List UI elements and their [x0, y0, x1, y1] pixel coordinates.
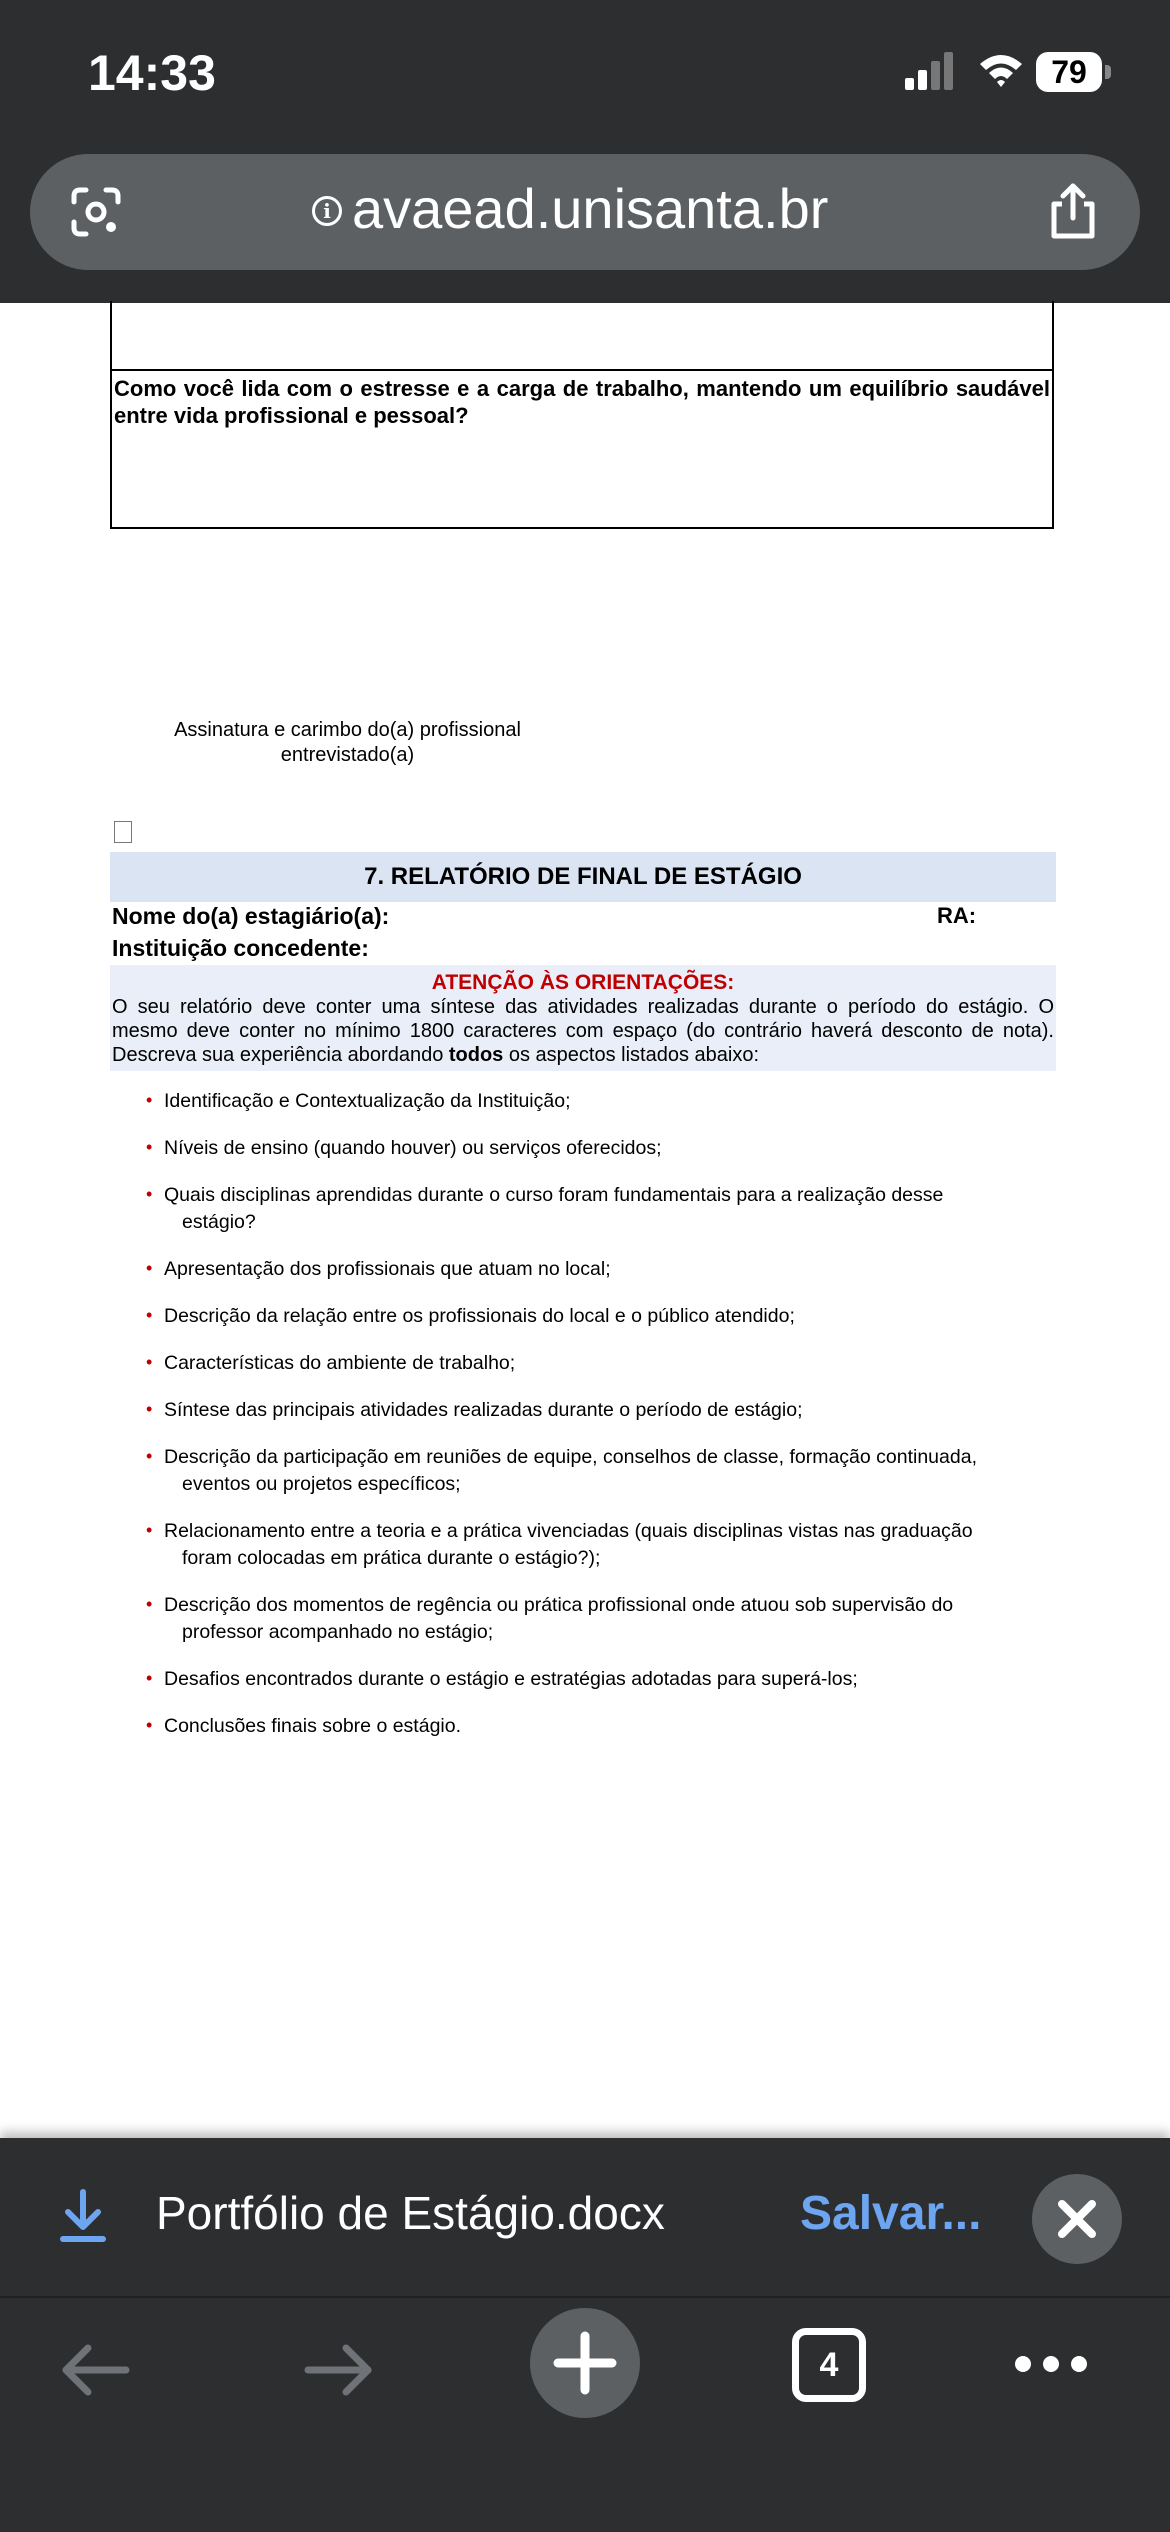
attention-box: [110, 965, 1056, 1071]
browser-top-bar: [0, 0, 1170, 303]
list-item: [146, 1088, 1026, 1115]
bullet-icon: •: [146, 1399, 153, 1419]
address-bar[interactable]: [30, 154, 1140, 270]
list-item: [146, 1518, 1026, 1572]
battery-level: 79: [1051, 54, 1087, 90]
bullet-icon: •: [146, 1520, 153, 1540]
list-item-line1: Apresentação dos profissionais que atuam no local;: [164, 1258, 611, 1280]
list-item-line1: Identificação e Contextualização da Instituição;: [164, 1090, 571, 1112]
bullet-icon: •: [146, 1446, 153, 1466]
list-item-line1: Descrição dos momentos de regência ou prática profissional onde atuou sob supervisão do: [164, 1594, 954, 1616]
guidelines-list: [146, 1088, 1026, 1760]
wifi-icon: [978, 50, 1024, 90]
forward-arrow-icon[interactable]: [302, 2340, 376, 2400]
bullet-icon: •: [146, 1137, 153, 1157]
signature-caption: [160, 718, 535, 768]
list-item-line1: Conclusões finais sobre o estágio.: [164, 1715, 462, 1737]
list-item-line2: professor acompanhado no estágio;: [182, 1621, 494, 1643]
back-arrow-icon[interactable]: [58, 2340, 132, 2400]
list-item-line1: Síntese das principais atividades realizadas durante o período de estágio;: [164, 1399, 803, 1421]
list-item: [146, 1350, 1026, 1377]
question-text: Como você lida com o estresse e a carga de trabalho, mantendo um equilíbrio saudável entre vida profissional e pessoal?: [114, 376, 1050, 428]
list-item: [146, 1592, 1026, 1646]
url-text[interactable]: avaead.unisanta.br: [352, 177, 829, 240]
more-options-icon[interactable]: [1014, 2354, 1088, 2374]
institution-label: Instituição concedente:: [112, 935, 369, 961]
intern-name-label: Nome do(a) estagiário(a):: [112, 903, 390, 929]
ra-label: RA:: [937, 903, 977, 928]
list-item-line2: eventos ou projetos específicos;: [182, 1473, 461, 1495]
close-download-button[interactable]: [1032, 2174, 1122, 2264]
list-item: [146, 1397, 1026, 1424]
tab-switcher-button[interactable]: 4: [792, 2328, 866, 2402]
attention-title: ATENÇÃO ÀS ORIENTAÇÕES:: [431, 971, 735, 994]
bullet-icon: •: [146, 1715, 153, 1735]
list-item-line1: Desafios encontrados durante o estágio e estratégias adotadas para superá-los;: [164, 1668, 858, 1690]
list-item-line1: Quais disciplinas aprendidas durante o curso foram fundamentais para a realização desse: [164, 1184, 944, 1206]
site-info-icon[interactable]: i: [312, 196, 342, 226]
list-item: [146, 1444, 1026, 1498]
list-item-line1: Níveis de ensino (quando houver) ou serviços oferecidos;: [164, 1137, 662, 1159]
bullet-icon: •: [146, 1305, 153, 1325]
attention-text: [112, 995, 1054, 1067]
close-icon: [1032, 2174, 1122, 2264]
attention-text-bold: todos: [448, 1044, 504, 1066]
attention-text-part2: os aspectos listados abaixo:: [503, 1044, 760, 1066]
attention-text-part1: O seu relatório deve conter uma síntese das atividades realizadas durante o período do estágio. O mesmo deve conter no mínimo 1800 caracteres com espaço (do contrário haverá desconto de nota). Descreva sua experiência abordando: [112, 996, 1054, 1066]
list-item-line1: Características do ambiente de trabalho;: [164, 1352, 516, 1374]
list-item: [146, 1182, 1026, 1236]
document-page[interactable]: [0, 303, 1170, 2138]
bottom-toolbar: [0, 2298, 1170, 2532]
checkbox[interactable]: [114, 821, 132, 843]
question-box: [110, 369, 1054, 529]
battery-indicator: [1036, 52, 1112, 92]
plus-icon: [530, 2308, 640, 2418]
share-icon[interactable]: [1042, 180, 1104, 242]
list-item: [146, 1135, 1026, 1162]
list-item-line1: Relacionamento entre a teoria e a prática vivenciadas (quais disciplinas vistas nas graduação: [164, 1520, 973, 1542]
bullet-icon: •: [146, 1258, 153, 1278]
bullet-icon: •: [146, 1184, 153, 1204]
bullet-icon: •: [146, 1352, 153, 1372]
signature-line-1: Assinatura e carimbo do(a) profissional: [174, 719, 521, 741]
list-item: [146, 1256, 1026, 1283]
answer-box-previous: [110, 301, 1054, 371]
list-item-line1: Descrição da relação entre os profissionais do local e o público atendido;: [164, 1305, 795, 1327]
download-icon: [58, 2188, 108, 2244]
list-item: [146, 1666, 1026, 1693]
list-item-line2: foram colocadas em prática durante o estágio?);: [182, 1547, 601, 1569]
cellular-signal-icon: [905, 52, 955, 92]
bullet-icon: •: [146, 1668, 153, 1688]
google-lens-icon[interactable]: [66, 182, 126, 242]
list-item: [146, 1303, 1026, 1330]
status-time: 14:33: [88, 45, 216, 101]
list-item-line2: estágio?: [182, 1211, 256, 1233]
new-tab-button[interactable]: [530, 2308, 640, 2418]
download-file-name: Portfólio de Estágio.docx: [156, 2187, 665, 2239]
battery-tip: [1105, 65, 1111, 79]
signature-line-2: entrevistado(a): [280, 744, 415, 766]
save-button[interactable]: Salvar...: [800, 2187, 982, 2240]
list-item-line1: Descrição da participação em reuniões de equipe, conselhos de classe, formação continuada,: [164, 1446, 977, 1468]
download-bar: [0, 2138, 1170, 2296]
section-title: 7. RELATÓRIO DE FINAL DE ESTÁGIO: [110, 852, 1056, 902]
bullet-icon: •: [146, 1090, 153, 1110]
list-item: [146, 1713, 1026, 1740]
bullet-icon: •: [146, 1594, 153, 1614]
